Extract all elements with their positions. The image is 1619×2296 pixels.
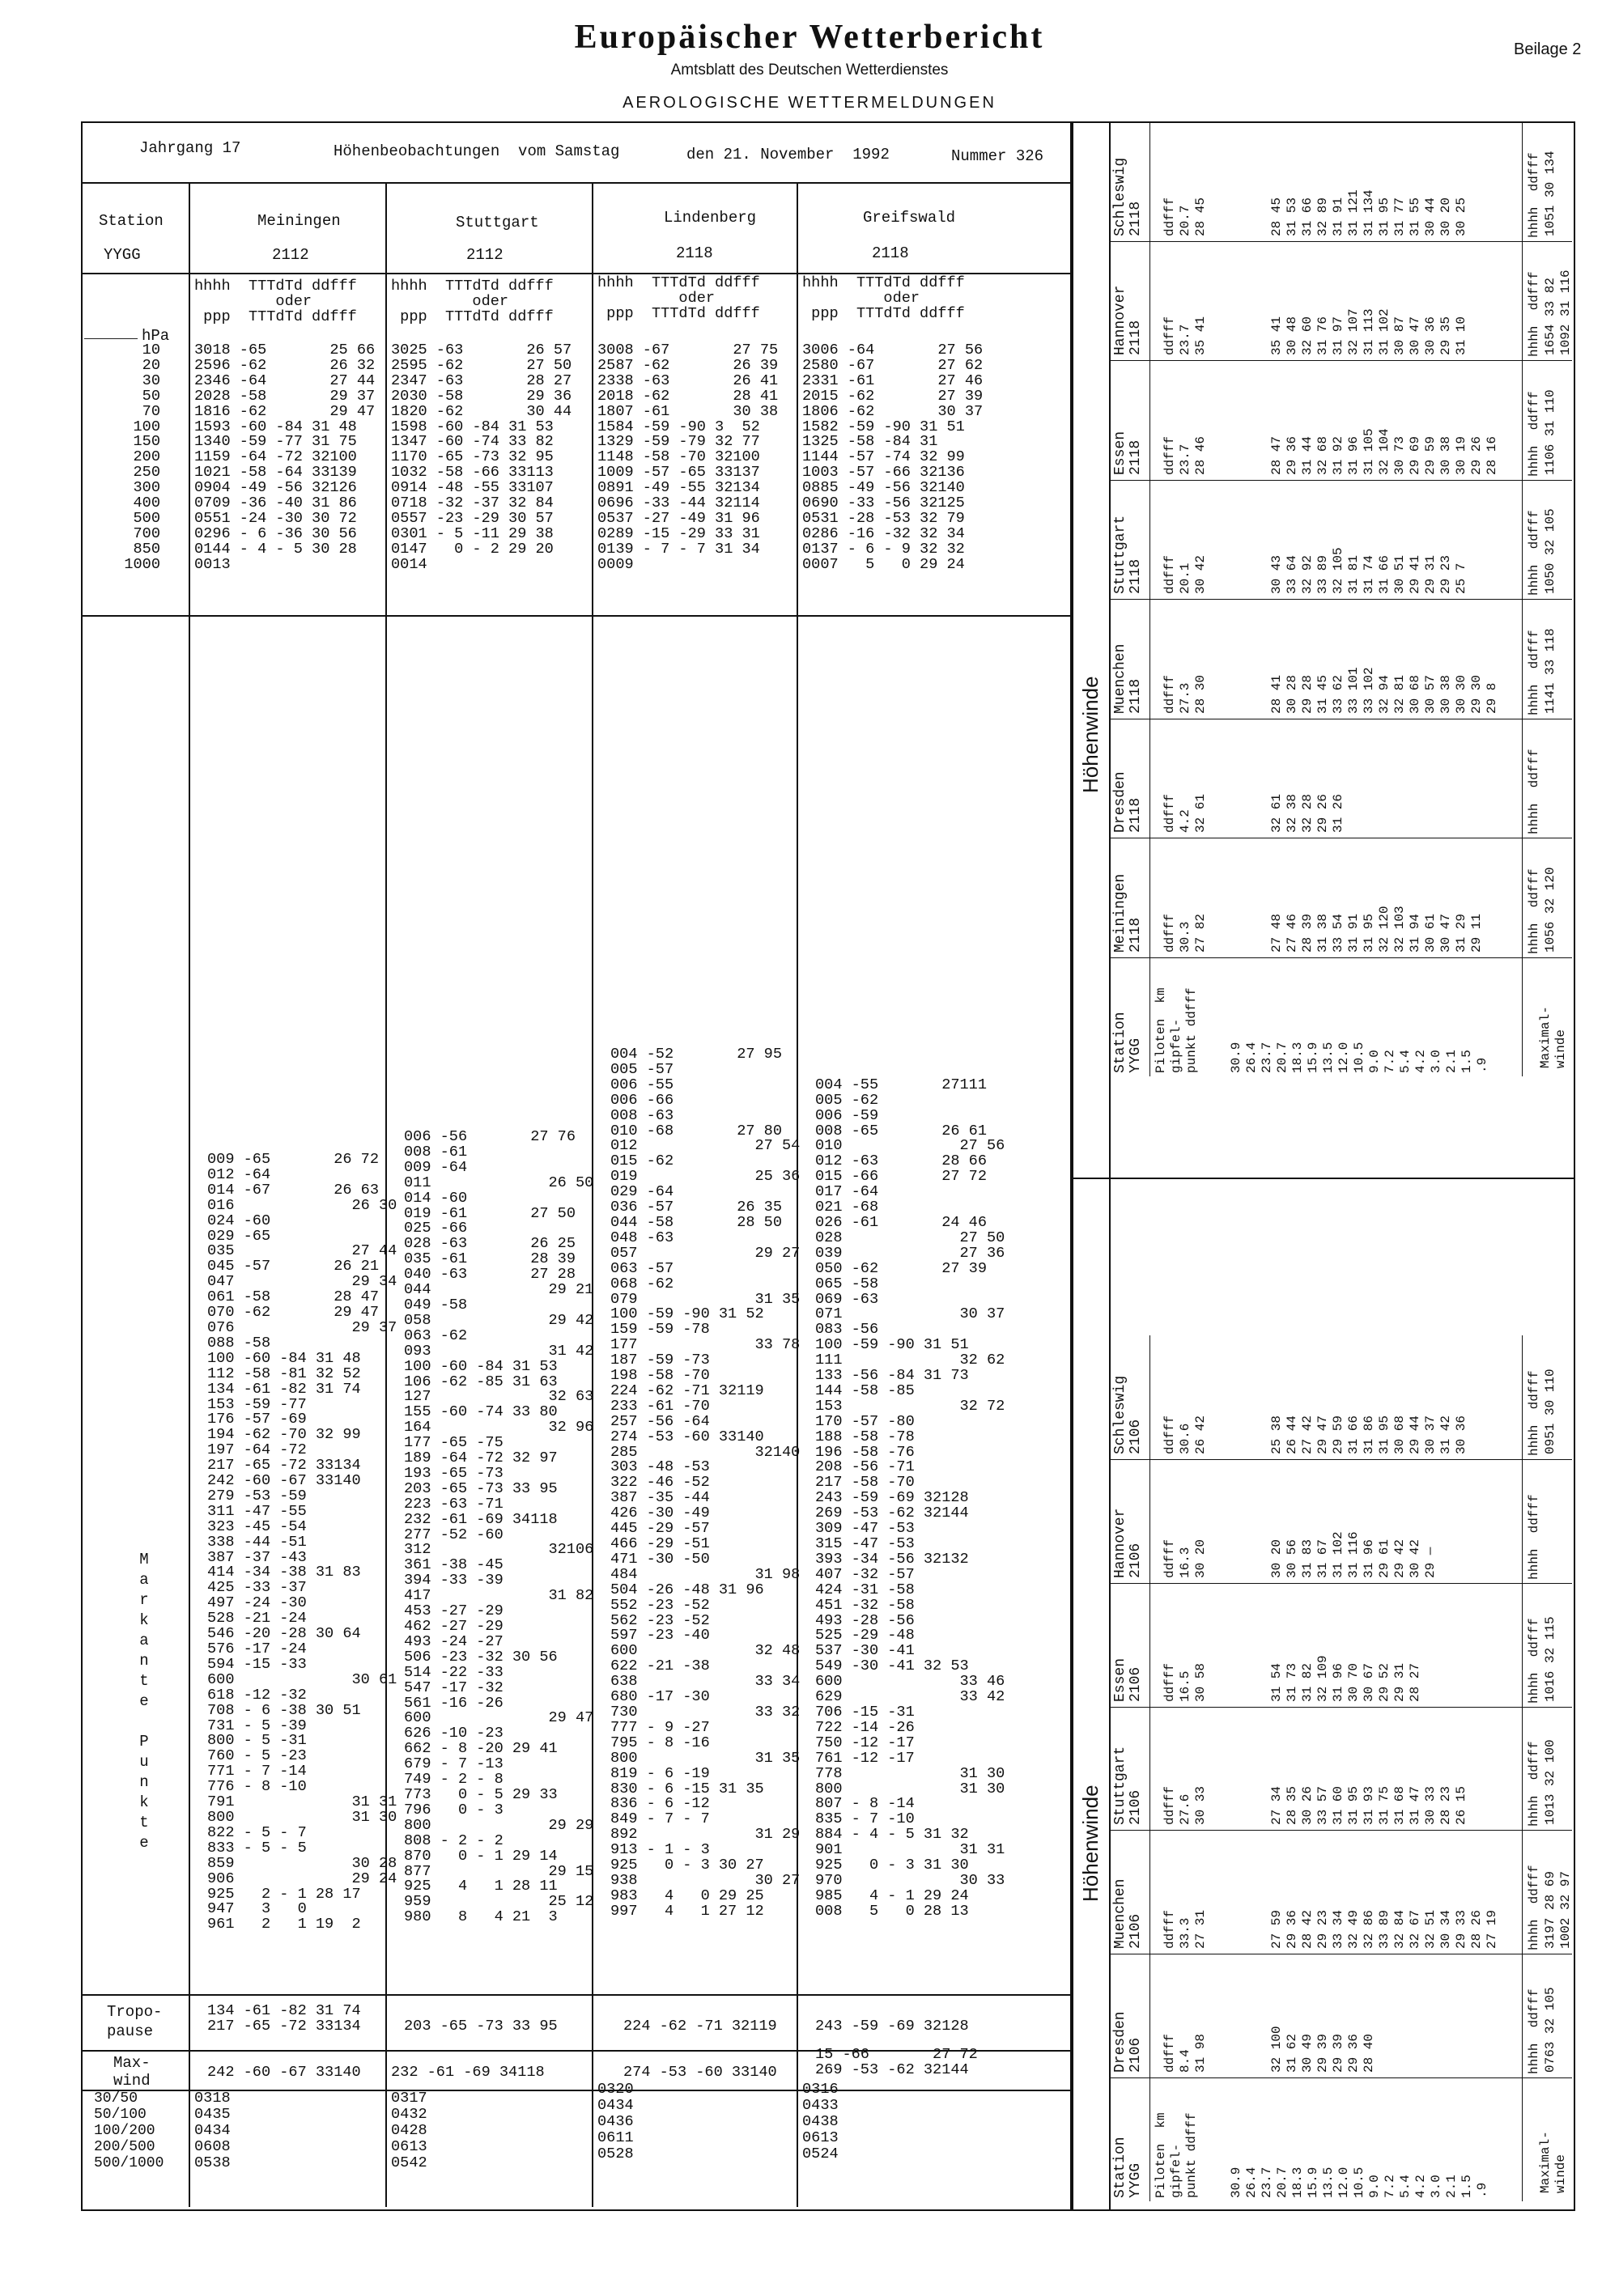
tropopause-greifswald: 243 -59 -69 32128 — [815, 2017, 969, 2035]
station-row-rule-6 — [1111, 241, 1572, 242]
station-label: Station — [99, 212, 164, 230]
station-peak-4: ddfff 16.3 30 20 — [1162, 1538, 1208, 1578]
yygg-label: YYGG — [104, 246, 141, 264]
station-yygg-lindenberg: 2118 — [676, 244, 713, 262]
station-label-5: Schleswig 2106 — [1112, 1375, 1144, 1454]
issue-number: Nummer 326 — [951, 147, 1044, 165]
max-column-rule — [1522, 1335, 1523, 2201]
page-subtitle: Amtsblatt des Deutschen Wetterdienstes — [670, 62, 949, 79]
station-winds-4: 30 20 30 56 31 83 31 67 31 102 31 116 31 96 29 61 29 42 30 42 29 — — [1269, 1531, 1438, 1578]
tropopause-label: Tropo- pause — [107, 2003, 163, 2040]
station-max-6: 1051 30 134 — [1543, 150, 1557, 236]
station-peak-2: ddfff 27.3 28 30 — [1162, 674, 1208, 714]
jahrgang-label: Jahrgang 17 — [139, 139, 241, 157]
tropopause-divider — [81, 1994, 1072, 1996]
hoehenwinde-group-divider — [1072, 1178, 1574, 1179]
shear-labels: 30/50 50/100 100/200 200/500 500/1000 — [94, 2090, 164, 2171]
station-name-stuttgart: Stuttgart — [456, 214, 539, 231]
station-yygg-meiningen: 2112 — [272, 246, 309, 264]
station-label-3: Stuttgart 2118 — [1112, 515, 1144, 594]
station-peak-0: ddfff 30.3 27 82 — [1162, 913, 1208, 953]
hoehenwinde-title-bottom: Höhenwinde — [1078, 1785, 1103, 1902]
hpa-rule — [84, 338, 138, 339]
shear-lindenberg: 0320 0434 0436 0611 0528 — [597, 2081, 634, 2162]
station-max-3: 1050 32 105 — [1543, 508, 1557, 594]
beobachtungen-label: Höhenbeobachtungen vom Samstag — [334, 142, 620, 160]
station-winds-3: 31 54 31 73 31 82 32 109 31 96 30 70 30 67 29 52 29 31 28 27 — [1269, 1654, 1422, 1702]
standard-levels-lindenberg: 3008 -67 27 75 2587 -62 26 39 2338 -63 26 41 2018 -62 28 41 1807 -61 30 38 1584 -59 -90 3 52 1329 -59 -79 32 77 1148 -58 -70 32100 1009 -57 -65 33137 0891 -49 -55 32134 0696 -33 -44 32114 0537 -27 -49 31 96 0289 -15 -29 33 31 0139 - 7 - 7 31 34 0009 — [597, 342, 779, 573]
station-winds-2: 28 41 30 28 29 28 31 45 33 62 33 101 33 102 32 94 32 81 30 68 30 57 30 38 30 30 29 30 29 8 — [1269, 666, 1499, 714]
max-header-5: hhhh ddfff — [1527, 271, 1541, 357]
pilot-heights: 30.9 26.4 23.7 20.7 18.3 15.9 13.5 12.0 10.5 9.0 7.2 5.4 4.2 3.0 2.1 1.5 .9 — [1229, 2167, 1489, 2198]
page-title: Europäischer Wetterbericht — [574, 19, 1045, 56]
station-winds-1: 32 61 32 38 32 28 29 26 31 26 — [1269, 793, 1345, 833]
max-header-4: hhhh ddfff — [1527, 390, 1541, 477]
max-header-3: hhhh ddfff — [1527, 510, 1541, 596]
station-winds-6: 28 45 31 53 31 66 32 89 31 91 31 121 31 134 31 95 31 77 31 55 30 44 30 20 30 25 — [1269, 189, 1468, 236]
station-max-0: 1056 32 120 — [1543, 866, 1557, 953]
station-peak-0: ddfff 8.4 31 98 — [1162, 2034, 1208, 2073]
station-row-rule-4 — [1111, 1583, 1572, 1584]
station-max-0: 0763 32 105 — [1543, 1987, 1557, 2073]
station-winds-4: 28 47 29 36 31 44 32 68 31 92 31 96 31 105 32 104 30 73 29 69 29 59 30 38 30 19 29 26 28 16 — [1269, 427, 1499, 475]
col-divider-1 — [189, 184, 190, 2207]
standard-levels-greifswald: 3006 -64 27 56 2580 -67 27 62 2331 -61 27 46 2015 -62 27 39 1806 -62 30 37 1582 -59 -90 31 51 1325 -58 -84 31 1144 -57 -74 32 99 1003 -57 -66 32136 0885 -49 -56 32140 0690 -33 -56 32125 0531 -28 -53 32 79 0286 -16 -32 32 34 0137 - 6 - 9 32 32 0007 5 0 29 24 — [802, 342, 984, 573]
station-name-lindenberg: Lindenberg — [664, 209, 757, 227]
standard-levels-meiningen: 3018 -65 25 66 2596 -62 26 32 2346 -64 27 44 2028 -58 29 37 1816 -62 29 47 1593 -60 -84 31 48 1340 -59 -77 31 75 1159 -64 -72 32100 1021 -58 -64 33139 0904 -49 -56 32126 0709 -36 -40 31 86 0551 -24 -30 30 72 0296 - 6 -36 30 56 0144 - 4 - 5 30 28 0013 — [194, 342, 376, 573]
hoehenwinde-title-top: Höhenwinde — [1078, 676, 1103, 793]
significant-points-meiningen: 009 -65 26 72 012 -64 014 -67 26 63 016 26 30 024 -60 029 -65 035 27 44 045 -57 26 21 047 29 34 061 -58 28 47 070 -62 29 47 076 29 37 088 -58 100 -60 -84 31 48 112 -58 -81 32 52 134 -61 -82 31 74 153 -59 -77 176 -57 -69 194 -62 -70 32 99 197 -64 -72 217 -65 -72 33134 242 -60 -67 33140 279 -53 -59 311 -47 -55 323 -45 -54 338 -44 -51 387 -37 -43 414 -34 -38 31 83 425 -33 -37 497 -24 -30 528 -21 -24 546 -20 -28 30 64 576 -17 -24 594 -15 -33 600 30 61 618 -12 -32 708 - 6 -38 30 51 731 - 5 -39 800 - 5 -31 760 - 5 -23 771 - 7 -14 776 - 8 -10 791 31 31 800 31 30 822 - 5 - 7 833 - 5 - 5 859 30 28 906 29 24 925 2 - 1 28 17 947 3 0 961 2 1 19 2 — [207, 1151, 397, 1933]
station-max-5: 1654 33 82 1092 31 116 — [1543, 269, 1573, 355]
station-label-4: Hannover 2106 — [1112, 1508, 1144, 1578]
peak-column-rule — [1149, 121, 1150, 1076]
station-peak-1: ddfff 33.3 27 31 — [1162, 1910, 1208, 1950]
tropopause-lindenberg: 224 -62 -71 32119 — [623, 2017, 777, 2035]
station-row-rule-4 — [1111, 480, 1572, 481]
max-header-1: hhhh ddfff — [1527, 1865, 1541, 1951]
max-header-6: hhhh ddfff — [1527, 151, 1541, 238]
section-title: AEROLOGISCHE WETTERMELDUNGEN — [623, 94, 996, 112]
station-peak-5: ddfff 30.6 26 42 — [1162, 1415, 1208, 1454]
station-yygg-stuttgart: 2112 — [466, 246, 504, 264]
tropopause-meiningen: 134 -61 -82 31 74 217 -65 -72 33134 — [207, 2002, 361, 2035]
station-yygg-greifswald: 2118 — [872, 244, 909, 262]
pilot-heights: 30.9 26.4 23.7 20.7 18.3 15.9 13.5 12.0 10.5 9.0 7.2 5.4 4.2 3.0 2.1 1.5 .9 — [1229, 1042, 1489, 1073]
maxwind-meiningen: 242 -60 -67 33140 — [207, 2064, 361, 2081]
pilot-subheader: Piloten km gipfel- punkt ddfff — [1154, 987, 1199, 1073]
standard-levels-divider — [81, 615, 1072, 617]
station-name-meiningen: Meiningen — [257, 212, 341, 230]
max-header-2: hhhh ddfff — [1527, 1741, 1541, 1827]
station-label-5: Hannover 2118 — [1112, 285, 1144, 355]
max-header-4: hhhh ddfff — [1527, 1494, 1541, 1580]
station-row-rule-5 — [1111, 360, 1572, 361]
station-label-0: Meiningen 2118 — [1112, 873, 1144, 953]
station-winds-5: 35 41 30 48 32 60 31 76 31 97 32 107 31 113 31 102 30 87 30 47 30 36 29 35 31 10 — [1269, 308, 1468, 355]
significant-points-stuttgart: 006 -56 27 76 008 -61 009 -64 011 26 50 014 -60 019 -61 27 50 025 -66 028 -63 26 25 035 -61 28 39 040 -63 27 28 044 29 21 049 -58 058 29 42 063 -62 093 31 42 100 -60 -84 31 53 106 -62 -85 31 63 127 32 63 155 -60 -74 33 80 164 32 96 177 -65 -75 189 -64 -72 32 97 193 -65 -73 203 -65 -73 33 95 223 -63 -71 232 -61 -69 34118 277 -52 -60 312 32106 361 -38 -45 394 -33 -39 417 31 82 453 -27 -29 462 -27 -29 493 -24 -27 506 -23 -32 30 56 514 -22 -33 547 -17 -32 561 -16 -26 600 29 47 626 -10 -23 662 - 8 -20 29 41 679 - 7 -13 749 - 2 - 8 773 0 - 5 29 33 796 0 - 3 800 29 29 808 - 2 - 2 870 0 - 1 29 14 877 29 15 925 4 1 28 11 959 25 12 980 8 4 21 3 — [404, 1128, 594, 1926]
station-max-3: 1016 32 115 — [1543, 1615, 1557, 1702]
station-winds-1: 27 59 29 36 28 42 29 23 33 34 32 49 32 86 33 89 32 84 32 67 32 51 30 34 29 33 28 26 27 19 — [1269, 1910, 1499, 1950]
station-max-4: 1106 31 110 — [1543, 388, 1557, 475]
shear-stuttgart: 0317 0432 0428 0613 0542 — [391, 2090, 427, 2171]
significant-points-greifswald: 004 -55 27111 005 -62 006 -59 008 -65 26 61 010 27 56 012 -63 28 66 015 -66 27 72 017 -64 021 -68 026 -61 24 46 028 27 50 039 27 36 050 -62 27 39 065 -58 069 -63 071 30 37 083 -56 100 -59 -90 31 51 111 32 62 133 -56 -84 31 73 144 -58 -85 153 32 72 170 -57 -80 188 -58 -78 196 -58 -76 208 -56 -71 217 -58 -70 243 -59 -69 32128 269 -53 -62 32144 309 -47 -53 315 -47 -53 393 -34 -56 32132 407 -32 -57 424 -31 -58 451 -32 -58 493 -28 -56 525 -29 -48 537 -30 -41 549 -30 -41 32 53 600 33 46 629 33 42 706 -15 -31 722 -14 -26 750 -12 -17 761 -12 -17 778 31 30 800 31 30 807 - 8 -14 835 - 7 -10 884 - 4 - 5 31 32 901 31 31 925 0 - 3 31 30 970 30 33 985 4 - 1 29 24 008 5 0 28 13 — [815, 1076, 1005, 1920]
station-label-4: Essen 2118 — [1112, 431, 1144, 475]
pilot-station-label: Station YYGG — [1112, 2137, 1144, 2198]
column-header-stuttgart: hhhh TTTdTd ddfff oder ppp TTTdTd ddfff — [391, 278, 554, 325]
shear-greifswald: 0316 0433 0438 0613 0524 — [802, 2081, 839, 2162]
station-label-0: Dresden 2106 — [1112, 2011, 1144, 2073]
maximal-winde-label: Maximal- winde — [1538, 2131, 1568, 2193]
pilot-subheader: Piloten km gipfel- punkt ddfff — [1154, 2112, 1199, 2198]
maxwind-greifswald: 15 -66 27 72 269 -53 -62 32144 — [815, 2046, 978, 2078]
max-column-rule — [1522, 121, 1523, 1076]
station-winds-5: 25 38 26 44 27 42 29 47 29 59 31 66 31 86 31 95 30 68 29 44 30 37 31 42 30 36 — [1269, 1415, 1468, 1454]
station-winds-0: 27 48 27 46 28 39 31 38 33 54 31 91 31 95 32 120 32 103 31 94 30 61 30 47 31 29 29 11 — [1269, 905, 1484, 953]
station-label-2: Stuttgart 2106 — [1112, 1746, 1144, 1826]
pilot-station-label: Station YYGG — [1112, 1012, 1144, 1073]
station-name-greifswald: Greifswald — [863, 209, 956, 227]
station-row-rule-0 — [1111, 2077, 1572, 2078]
station-peak-3: ddfff 20.1 30 42 — [1162, 554, 1208, 594]
station-label-6: Schleswig 2118 — [1112, 157, 1144, 236]
station-label-1: Muenchen 2106 — [1112, 1878, 1144, 1950]
info-row-divider — [81, 182, 1072, 184]
station-max-5: 0951 30 110 — [1543, 1369, 1557, 1454]
peak-column-rule — [1149, 1335, 1150, 2201]
maximal-winde-label: Maximal- winde — [1538, 1006, 1568, 1068]
station-row-rule-3 — [1111, 1707, 1572, 1708]
shear-meiningen: 0318 0435 0434 0608 0538 — [194, 2090, 231, 2171]
markante-punkte-label: M a r k a n t e P u n k t e — [139, 1551, 149, 1852]
maxwind-label: Max- wind — [113, 2054, 151, 2090]
station-peak-1: ddfff 4.2 32 61 — [1162, 793, 1208, 833]
maxwind-stuttgart: 232 -61 -69 34118 — [391, 2064, 545, 2081]
station-peak-4: ddfff 23.7 28 46 — [1162, 435, 1208, 475]
max-header-1: hhhh ddfff — [1527, 749, 1541, 834]
station-winds-2: 27 34 28 35 30 26 33 57 31 60 31 95 31 93 31 75 31 68 31 47 30 33 28 23 26 15 — [1269, 1786, 1468, 1826]
station-peak-3: ddfff 16.5 30 58 — [1162, 1662, 1208, 1702]
max-header-3: hhhh ddfff — [1527, 1617, 1541, 1704]
maxwind-lindenberg: 274 -53 -60 33140 — [623, 2064, 777, 2081]
station-row-rule-3 — [1111, 599, 1572, 600]
date-label: den 21. November 1992 — [686, 146, 890, 163]
station-max-2: 1141 33 118 — [1543, 627, 1557, 714]
station-row-rule-2 — [1111, 1830, 1572, 1831]
standard-levels-stuttgart: 3025 -63 26 57 2595 -62 27 50 2347 -63 28 27 2030 -58 29 36 1820 -62 30 44 1598 -60 -84 31 53 1347 -60 -74 33 82 1170 -65 -73 32 95 1032 -58 -66 33113 0914 -48 -55 33107 0718 -32 -37 32 84 0557 -23 -29 30 57 0301 - 5 -11 29 38 0147 0 - 2 29 20 0014 — [391, 342, 572, 573]
max-header-2: hhhh ddfff — [1527, 629, 1541, 715]
pressure-levels: 10 20 30 50 70 100 150 200 250 300 400 500 700 850 1000 — [124, 342, 160, 573]
station-peak-2: ddfff 27.6 30 33 — [1162, 1786, 1208, 1826]
max-header-0: hhhh ddfff — [1527, 1988, 1541, 2075]
station-max-1: 3197 28 69 1002 32 97 — [1543, 1871, 1573, 1950]
station-label-3: Essen 2106 — [1112, 1657, 1144, 1702]
column-header-lindenberg: hhhh TTTdTd ddfff oder ppp TTTdTd ddfff — [597, 274, 760, 322]
tropopause-stuttgart: 203 -65 -73 33 95 — [404, 2017, 558, 2035]
station-peak-6: ddfff 20.7 28 45 — [1162, 197, 1208, 236]
max-header-0: hhhh ddfff — [1527, 868, 1541, 954]
hpa-label: hPa — [142, 327, 170, 345]
supplement-label: Beilage 2 — [1514, 40, 1582, 58]
column-header-meiningen: hhhh TTTdTd ddfff oder ppp TTTdTd ddfff — [194, 278, 357, 325]
max-header-5: hhhh ddfff — [1527, 1370, 1541, 1456]
station-label-2: Muenchen 2118 — [1112, 643, 1144, 714]
station-row-rule-0 — [1111, 957, 1572, 958]
column-header-greifswald: hhhh TTTdTd ddfff oder ppp TTTdTd ddfff — [802, 274, 965, 322]
station-max-2: 1013 32 100 — [1543, 1739, 1557, 1826]
station-peak-5: ddfff 23.7 35 41 — [1162, 316, 1208, 355]
station-winds-0: 32 100 31 62 30 49 29 39 29 39 29 36 28 40 — [1269, 2026, 1376, 2073]
hoehenwinde-title-divider — [1109, 121, 1111, 2209]
station-winds-3: 30 43 33 64 32 92 33 89 32 105 31 81 31 74 31 66 30 51 29 41 29 31 29 23 25 7 — [1269, 547, 1468, 594]
station-row-rule-5 — [1111, 1459, 1572, 1460]
significant-points-lindenberg: 004 -52 27 95 005 -57 006 -55 006 -66 008 -63 010 -68 27 80 012 27 54 015 -62 019 25 36 029 -64 036 -57 26 35 044 -58 28 50 048 -63 057 29 27 063 -57 068 -62 079 31 35 100 -59 -90 31 52 159 -59 -78 177 33 78 187 -59 -73 198 -58 -70 224 -62 -71 32119 233 -61 -70 257 -56 -64 274 -53 -60 33140 285 32140 303 -48 -53 322 -46 -52 387 -35 -44 426 -30 -49 445 -29 -57 466 -29 -51 471 -30 -50 484 31 98 504 -26 -48 31 96 552 -23 -52 562 -23 -52 597 -23 -40 600 32 48 622 -21 -38 638 33 34 680 -17 -30 730 33 32 777 - 9 -27 795 - 8 -16 800 31 35 819 - 6 -19 830 - 6 -15 31 35 836 - 6 -12 849 - 7 - 7 892 31 29 913 - 1 - 3 925 0 - 3 30 27 938 30 27 983 4 0 29 25 997 4 1 27 12 — [610, 1046, 801, 1920]
station-label-1: Dresden 2118 — [1112, 771, 1144, 833]
